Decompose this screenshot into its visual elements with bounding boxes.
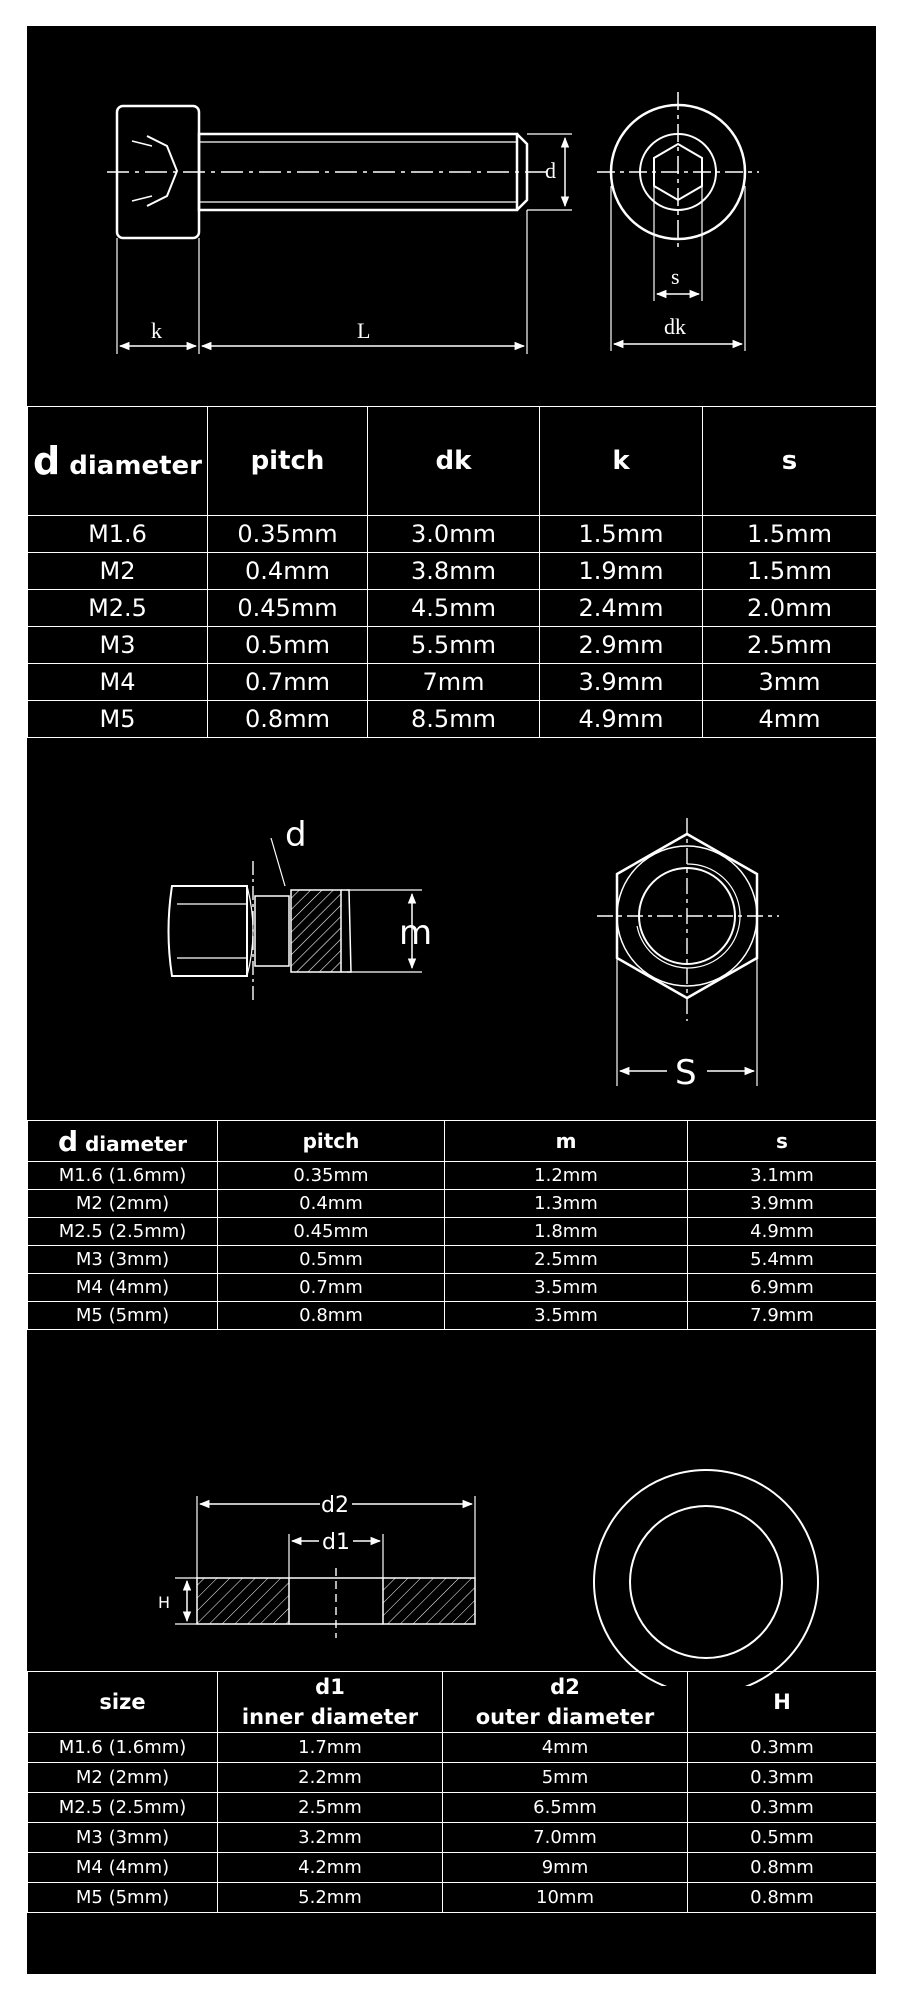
cell: 0.4mm [208,553,368,590]
cell: M2.5 (2.5mm) [28,1793,218,1823]
cell: 2.5mm [703,627,877,664]
table-row [28,1218,877,1246]
cell: 0.35mm [218,1162,445,1190]
header-size: size [28,1672,218,1733]
cell: 3.5mm [445,1302,688,1330]
cell: 9mm [443,1853,688,1883]
header-pitch: pitch [208,407,368,516]
cell: 5mm [443,1763,688,1793]
header-pitch: pitch [218,1121,445,1162]
cell: 1.2mm [445,1162,688,1190]
cell: 1.5mm [540,516,703,553]
screw-d-label: d [545,158,556,183]
screw-dk-label: dk [664,314,686,339]
cell: 0.7mm [218,1274,445,1302]
cell: M2 (2mm) [28,1190,218,1218]
header-m: m [445,1121,688,1162]
cell: 4mm [443,1733,688,1763]
cell: M1.6 (1.6mm) [28,1162,218,1190]
cell: 1.3mm [445,1190,688,1218]
cell: 7mm [368,664,540,701]
cell: 0.3mm [688,1763,877,1793]
cell: M5 [28,701,208,738]
cell: 2.0mm [703,590,877,627]
cell: 4mm [703,701,877,738]
washer-H-label: H [158,1593,171,1612]
cell: 0.5mm [208,627,368,664]
cell: 7.9mm [688,1302,877,1330]
cell: 2.4mm [540,590,703,627]
cell: 5.5mm [368,627,540,664]
header-dk: dk [368,407,540,516]
table-row [28,1883,877,1913]
nut-d-label: d [285,815,307,855]
cell: 1.9mm [540,553,703,590]
header-d1: d1 inner diameter [218,1672,443,1733]
table-row [28,1246,877,1274]
cell: 3mm [703,664,877,701]
table-row [28,553,877,590]
table-row [28,1763,877,1793]
screw-table-header [28,407,877,516]
cell: 5.2mm [218,1883,443,1913]
screw-s-label: s [671,264,680,289]
spec-sheet-panel [27,26,876,1974]
cell: 4.9mm [540,701,703,738]
washer-table-header [28,1672,877,1733]
cell: 1.5mm [703,553,877,590]
cell: M4 (4mm) [28,1274,218,1302]
table-row [28,590,877,627]
table-row [28,1733,877,1763]
nut-spec-table [27,1120,876,1330]
header-s: s [703,407,877,516]
cell: 0.4mm [218,1190,445,1218]
washer-d1-label: d1 [322,1530,350,1555]
table-row [28,1274,877,1302]
cell: 3.9mm [688,1190,877,1218]
cell: 6.9mm [688,1274,877,1302]
cell: 0.3mm [688,1793,877,1823]
cell: M3 [28,627,208,664]
cell: 2.5mm [218,1793,443,1823]
cell: 6.5mm [443,1793,688,1823]
cell: M5 (5mm) [28,1302,218,1330]
cell: 10mm [443,1883,688,1913]
cell: 0.3mm [688,1733,877,1763]
hex-nut-diagram [27,766,876,1116]
table-row [28,1793,877,1823]
cell: 0.5mm [688,1823,877,1853]
header-s: s [688,1121,877,1162]
washer-spec-table [27,1671,876,1913]
cell: M3 (3mm) [28,1823,218,1853]
cell: 2.2mm [218,1763,443,1793]
cell: 4.2mm [218,1853,443,1883]
cell: M2 [28,553,208,590]
cell: 1.8mm [445,1218,688,1246]
header-H: H [688,1672,877,1733]
table-row [28,516,877,553]
cell: 7.0mm [443,1823,688,1853]
table-row [28,701,877,738]
cell: 1.7mm [218,1733,443,1763]
table-row [28,1853,877,1883]
cell: 0.35mm [208,516,368,553]
cell: 1.5mm [703,516,877,553]
table-row [28,664,877,701]
cell: 2.9mm [540,627,703,664]
cell: M1.6 (1.6mm) [28,1733,218,1763]
cell: M4 [28,664,208,701]
table-row [28,627,877,664]
screw-L-label: L [357,318,371,343]
cell: M2 (2mm) [28,1763,218,1793]
cell: 3.5mm [445,1274,688,1302]
cell: 0.45mm [218,1218,445,1246]
nut-m-label: m [399,913,433,953]
cell: 2.5mm [445,1246,688,1274]
cell: 0.8mm [218,1302,445,1330]
screw-k-label: k [151,318,162,343]
cell: 3.0mm [368,516,540,553]
cell: 0.45mm [208,590,368,627]
cell: 4.5mm [368,590,540,627]
cell: 3.2mm [218,1823,443,1853]
table-row [28,1823,877,1853]
socket-screw-diagram [27,26,876,396]
header-diameter: d diameter [28,407,208,516]
cell: M1.6 [28,516,208,553]
header-diameter: d diameter [28,1121,218,1162]
table-row [28,1190,877,1218]
header-d2: d2 outer diameter [443,1672,688,1733]
cell: 0.8mm [208,701,368,738]
cell: 4.9mm [688,1218,877,1246]
cell: 0.8mm [688,1853,877,1883]
washer-diagram [27,1386,876,1686]
cell: M2.5 (2.5mm) [28,1218,218,1246]
cell: 8.5mm [368,701,540,738]
cell: 3.8mm [368,553,540,590]
cell: 5.4mm [688,1246,877,1274]
cell: M3 (3mm) [28,1246,218,1274]
cell: M4 (4mm) [28,1853,218,1883]
washer-d2-label: d2 [321,1493,349,1518]
header-k: k [540,407,703,516]
table-row [28,1302,877,1330]
screw-spec-table [27,406,876,738]
table-row [28,1162,877,1190]
cell: 3.9mm [540,664,703,701]
cell: 0.5mm [218,1246,445,1274]
cell: 3.1mm [688,1162,877,1190]
nut-s-label: S [675,1053,697,1093]
nut-table-header [28,1121,877,1162]
cell: 0.7mm [208,664,368,701]
cell: 0.8mm [688,1883,877,1913]
cell: M2.5 [28,590,208,627]
cell: M5 (5mm) [28,1883,218,1913]
